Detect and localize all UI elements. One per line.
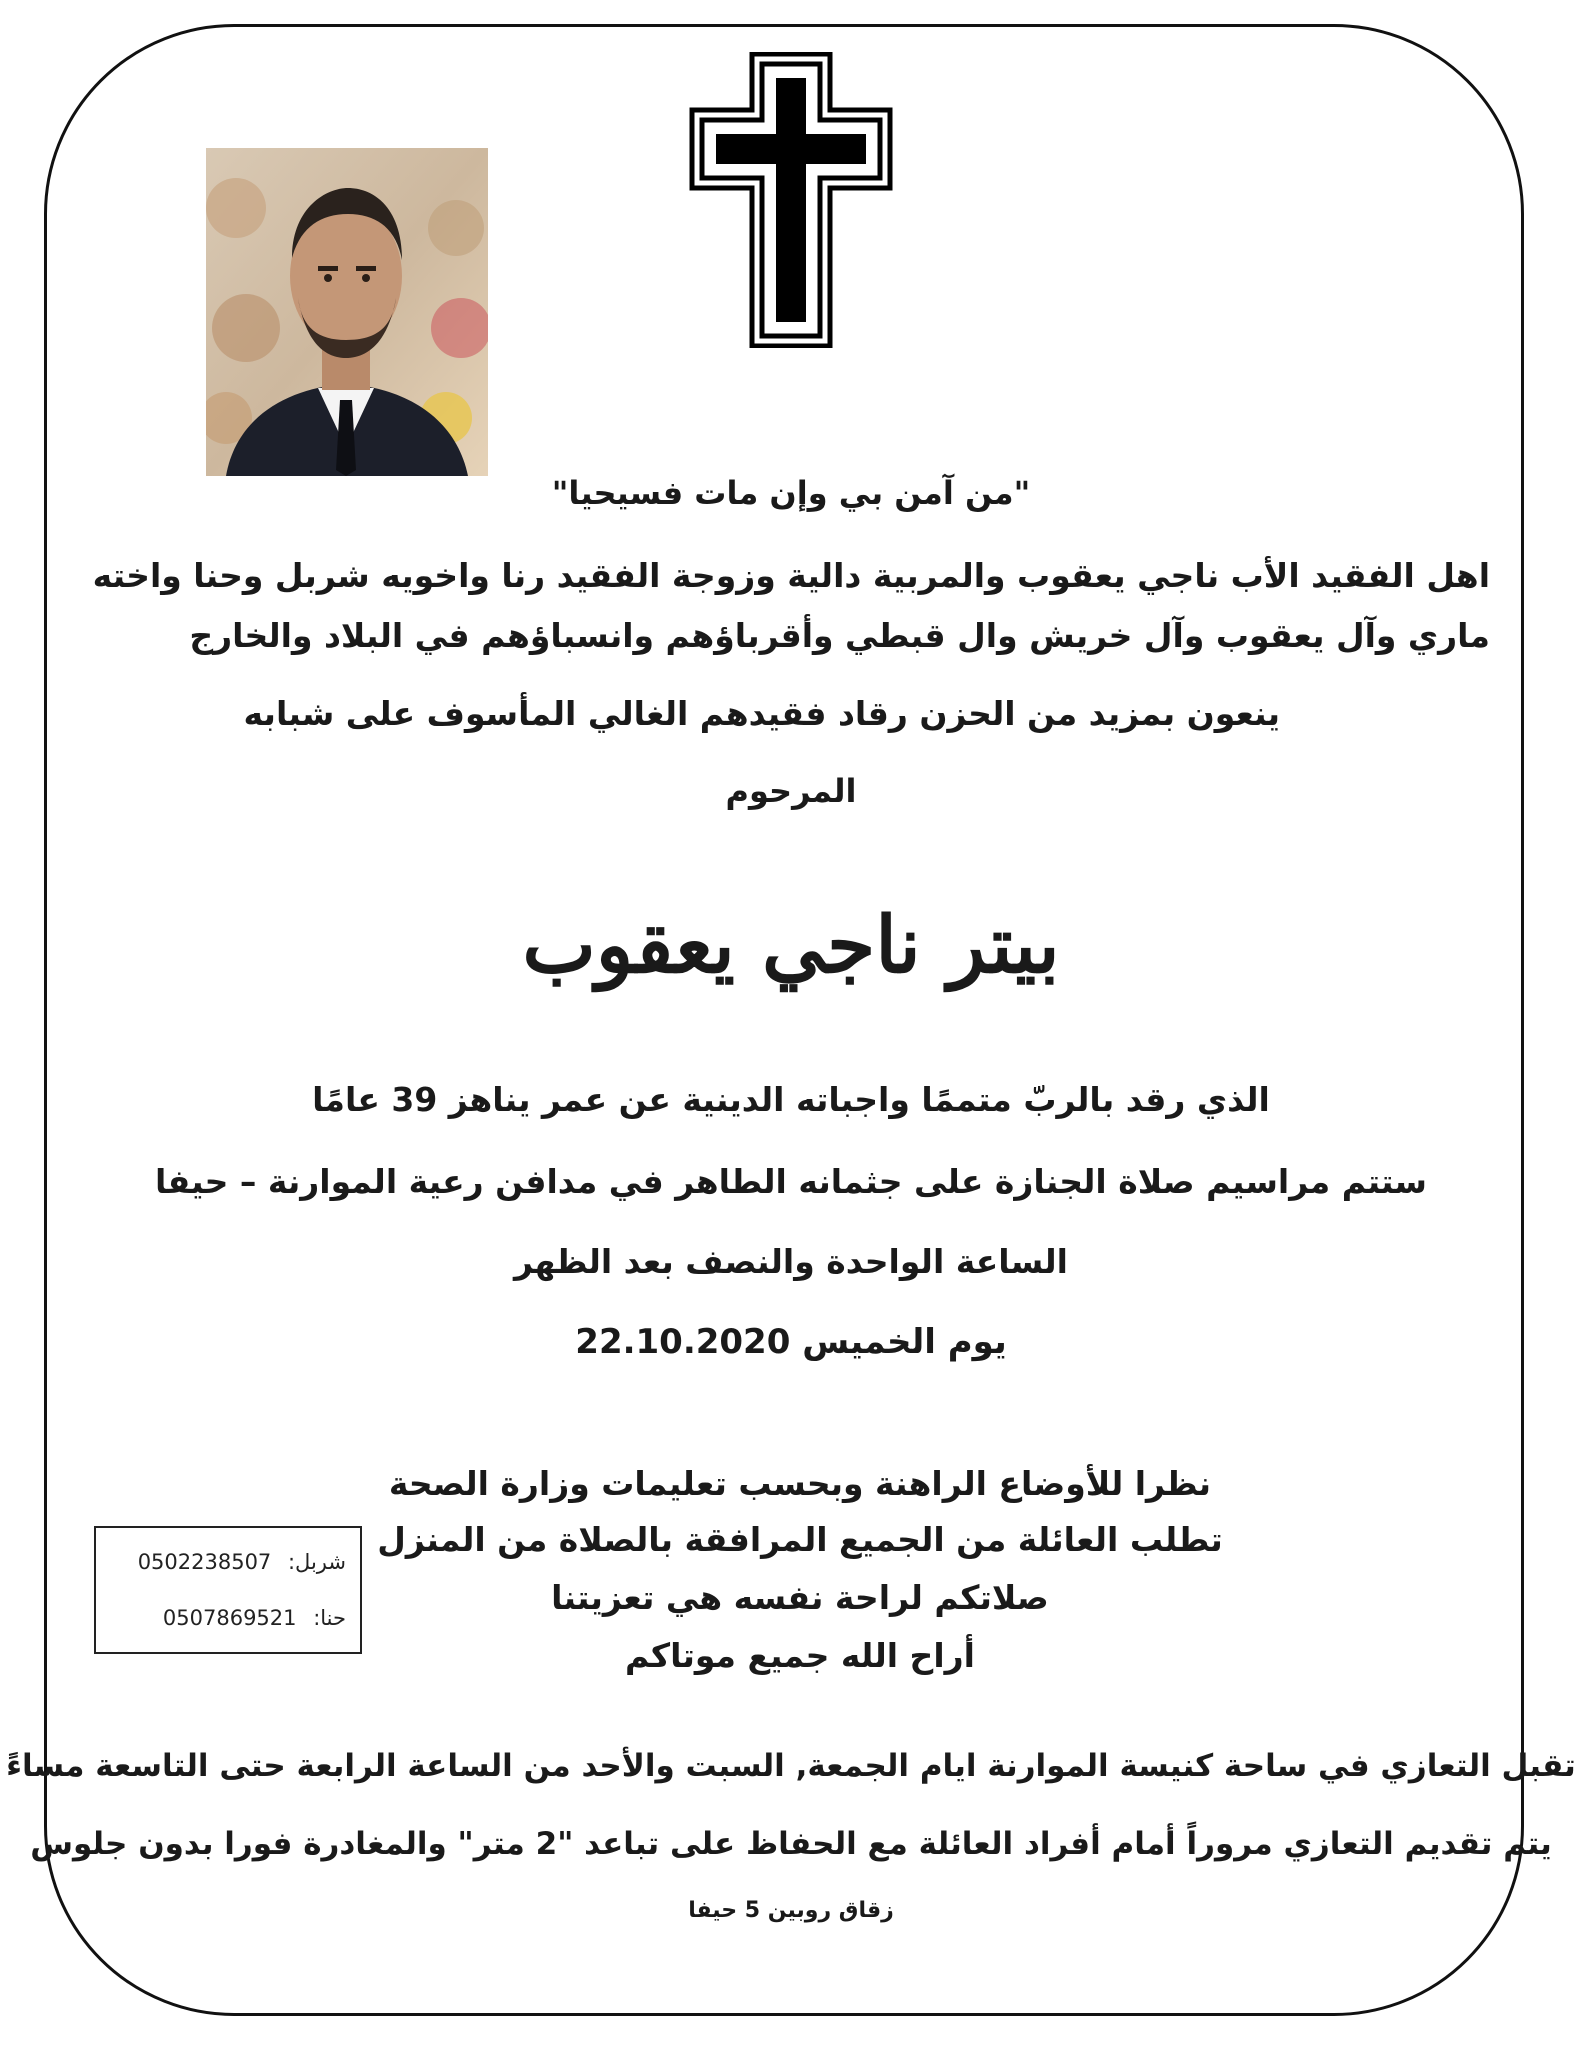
condolences-line-2: يتم تقديم التعازي مروراً أمام أفراد العائلة مع الحفاظ على تباعد "2 متر" والمغادرة فورا بدون جلوس [30,1826,1552,1862]
scripture-quote: "من آمن بي وإن مات فسيحيا" [551,474,1031,512]
contact-item [138,1550,346,1574]
contact-number: 0502238507 [137,1550,272,1574]
family-line-1: اهل الفقيد الأب ناجي يعقوب والمربية دالية وزوجة الفقيد رنا واخويه شربل وحنا واخته [92,556,1490,595]
covid-notice-line-1: نظرا للأوضاع الراهنة وبحسب تعليمات وزارة الصحة [388,1464,1212,1503]
deceased-name: بيتر ناجي يعقوب [522,900,1060,991]
mourning-line: ينعون بمزيد من الحزن رقاد فقيدهم الغالي المأسوف على شبابه [243,694,1280,733]
family-line-2: ماري وآل يعقوب وآل خريش وال قبطي وأقرباؤهم وانسباؤهم في البلاد والخارج [189,616,1490,655]
contact-label: حنا: [313,1606,346,1630]
condolences-line-1: تقبل التعازي في ساحة كنيسة الموارنة ايام الجمعة, السبت والأحد من الساعة الرابعة حتى التاسعة مساءً [6,1748,1576,1784]
covid-notice-line-2: تطلب العائلة من الجميع المرافقة بالصلاة من المنزل [377,1520,1223,1559]
funeral-date: يوم الخميس 22.10.2020 [575,1322,1007,1362]
covid-notice-line-4: أراح الله جميع موتاكم [625,1636,975,1675]
age-line: الذي رقد بالربّ متممًا واجباته الدينية عن عمر يناهز 39 عامًا [312,1080,1270,1119]
contact-label: شربل: [287,1550,346,1574]
funeral-line: ستتم مراسيم صلاة الجنازة على جثمانه الطاهر في مدافن رعية الموارنة – حيفا [155,1162,1427,1201]
the-late-label: المرحوم [725,772,857,810]
contacts-box [94,1526,362,1654]
portrait-photo [206,148,488,476]
contact-number: 0507869521 [162,1606,297,1630]
cross-icon [688,52,894,348]
contact-item [163,1606,346,1630]
address-line: زقاق روبين 5 حيفا [688,1898,894,1923]
funeral-hour: الساعة الواحدة والنصف بعد الظهر [514,1242,1068,1281]
covid-notice-line-3: صلاتكم لراحة نفسه هي تعزيتنا [551,1578,1049,1617]
